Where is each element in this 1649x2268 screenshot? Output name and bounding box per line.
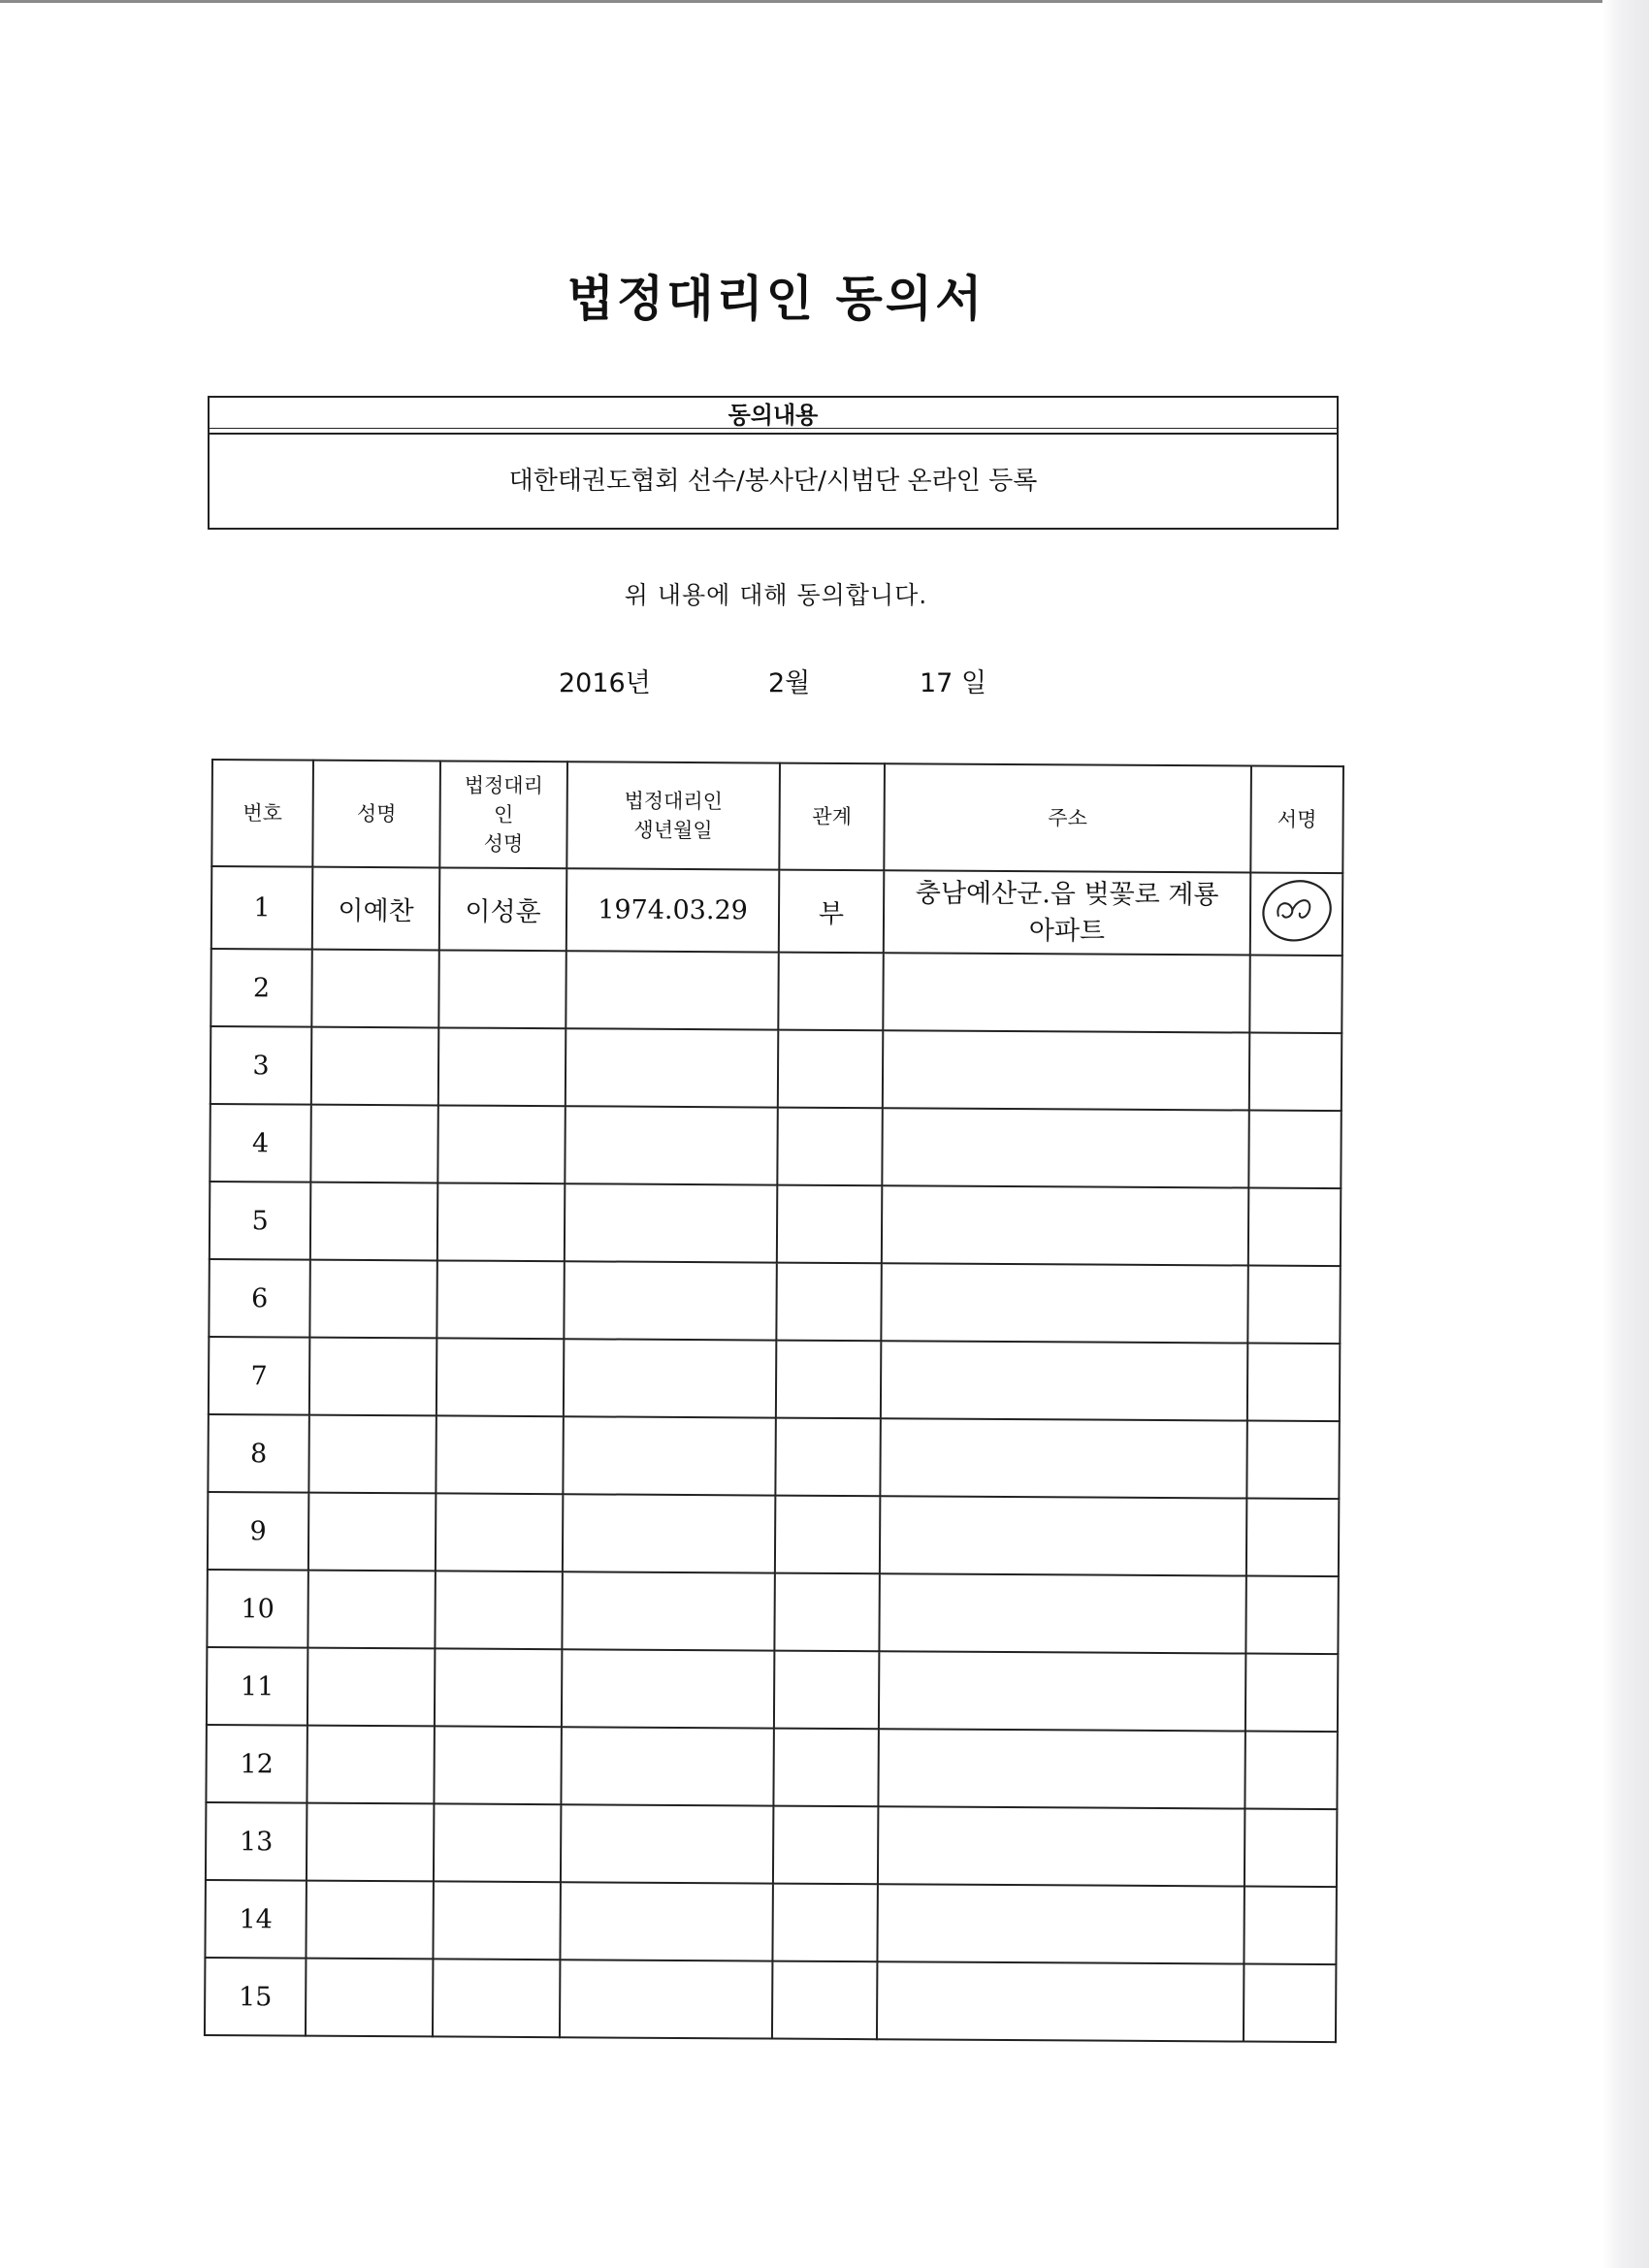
header-guardian-birth-line1: 법정대리인 — [624, 789, 724, 814]
row-address — [878, 1729, 1245, 1808]
row-name: 이예찬 — [312, 867, 440, 951]
row-guardian-birth — [565, 1183, 777, 1262]
consent-box — [208, 396, 1339, 530]
row-guardian-birth — [566, 1028, 778, 1107]
row-address — [880, 1418, 1246, 1498]
row-relation — [774, 1651, 879, 1730]
table-row — [209, 1259, 1340, 1344]
row-guardian-birth — [562, 1571, 774, 1650]
row-name — [306, 1881, 433, 1960]
row-address — [877, 1961, 1244, 2041]
row-relation — [775, 1418, 880, 1497]
row-signature — [1247, 1266, 1340, 1345]
header-address: 주소 — [884, 763, 1251, 872]
row-guardian-name — [433, 1959, 560, 2037]
row-signature — [1248, 1111, 1341, 1189]
row-name — [307, 1571, 435, 1649]
row-name — [308, 1493, 436, 1571]
row-no: 1 — [211, 866, 313, 950]
row-guardian-name — [437, 1105, 565, 1183]
row-no: 11 — [207, 1647, 307, 1726]
row-no: 5 — [210, 1182, 310, 1260]
table-row — [210, 1182, 1341, 1266]
row-address — [879, 1651, 1245, 1731]
row-guardian-birth — [566, 951, 778, 1029]
row-no: 14 — [205, 1880, 306, 1959]
row-relation — [772, 1961, 877, 2040]
row-address — [879, 1573, 1245, 1653]
header-name: 성명 — [312, 761, 440, 868]
row-no: 4 — [210, 1104, 310, 1183]
table-row — [208, 1492, 1339, 1576]
row-name — [307, 1726, 434, 1804]
handwritten-signature — [1254, 874, 1338, 949]
row-guardian-name: 이성훈 — [439, 867, 567, 951]
row-name — [307, 1648, 435, 1727]
table-row — [208, 1414, 1339, 1499]
header-guardian-name-line2: 인 — [493, 802, 514, 826]
row-address-line1: 충남예산군.읍 벚꽃로 계룡 — [915, 877, 1219, 910]
table-header-row — [211, 760, 1343, 873]
row-no: 9 — [208, 1492, 308, 1571]
row-name — [306, 1959, 433, 2037]
row-guardian-name — [434, 1803, 561, 1882]
header-signature: 서명 — [1250, 766, 1343, 874]
row-guardian-birth — [560, 1882, 772, 1960]
header-no: 번호 — [211, 760, 313, 867]
table-row — [211, 866, 1342, 956]
row-signature — [1245, 1809, 1337, 1888]
row-no: 7 — [209, 1337, 309, 1415]
row-guardian-birth — [564, 1261, 776, 1340]
date-month: 2월 — [768, 668, 811, 698]
row-relation — [773, 1729, 878, 1807]
table-row — [205, 1958, 1336, 2042]
row-signature — [1245, 1654, 1338, 1733]
row-guardian-name — [438, 1027, 566, 1106]
row-address — [881, 1341, 1247, 1420]
scan-top-edge — [0, 0, 1649, 3]
row-relation — [776, 1263, 881, 1342]
row-guardian-birth — [563, 1416, 775, 1495]
row-address — [880, 1496, 1246, 1575]
table-row — [205, 1880, 1336, 1964]
row-guardian-name — [436, 1338, 564, 1416]
row-relation — [774, 1573, 879, 1652]
row-address — [878, 1806, 1245, 1886]
row-signature — [1244, 1964, 1336, 2043]
consent-header: 동의내용 — [210, 398, 1337, 435]
row-address — [881, 1263, 1247, 1343]
row-signature — [1246, 1421, 1339, 1500]
row-guardian-name — [438, 950, 566, 1028]
header-relation: 관계 — [779, 763, 885, 871]
row-name — [309, 1338, 436, 1416]
row-no: 2 — [210, 949, 311, 1027]
row-guardian-birth — [563, 1494, 775, 1572]
table-row — [207, 1570, 1338, 1654]
row-address-line2: 아파트 — [1028, 915, 1106, 947]
row-guardian-name — [436, 1260, 564, 1339]
date-day: 17 일 — [920, 668, 987, 698]
consent-content: 대한태권도협회 선수/봉사단/시범단 온라인 등록 — [508, 467, 1038, 496]
row-guardian-birth — [562, 1649, 774, 1728]
row-guardian-birth — [560, 1960, 772, 2038]
row-no: 12 — [206, 1725, 307, 1803]
header-guardian-name-line1: 법정대리 — [464, 773, 543, 798]
header-guardian-birth — [566, 761, 780, 869]
row-signature — [1249, 956, 1342, 1034]
scan-right-edge — [1602, 0, 1649, 2268]
row-address — [877, 1884, 1244, 1963]
row-no: 3 — [210, 1026, 311, 1105]
row-signature — [1245, 1732, 1337, 1810]
row-signature — [1247, 1344, 1340, 1422]
table-row — [210, 949, 1342, 1033]
row-signature — [1248, 1188, 1341, 1267]
row-name — [310, 1183, 437, 1261]
agree-statement: 위 내용에 대해 동의합니다. — [624, 581, 928, 609]
row-guardian-name — [433, 1881, 560, 1960]
row-relation — [778, 1030, 883, 1109]
row-name — [310, 1105, 437, 1183]
row-name — [311, 950, 438, 1028]
row-name — [308, 1415, 436, 1494]
row-guardian-birth — [564, 1339, 776, 1417]
row-relation — [777, 1108, 882, 1186]
row-guardian-birth — [561, 1804, 773, 1883]
document-title: 법정대리인 동의서 — [566, 271, 986, 327]
row-no: 8 — [208, 1414, 308, 1493]
row-guardian-birth: 1974.03.29 — [566, 868, 780, 952]
row-signature — [1245, 1576, 1338, 1655]
row-name — [307, 1803, 434, 1882]
table-row — [210, 1104, 1341, 1188]
row-address — [883, 953, 1249, 1032]
row-no: 6 — [209, 1259, 309, 1338]
table-row — [207, 1647, 1338, 1732]
row-address — [882, 1108, 1248, 1187]
row-relation — [777, 1185, 882, 1264]
row-name — [311, 1027, 438, 1106]
row-guardian-birth — [561, 1727, 773, 1805]
row-signature — [1249, 1033, 1342, 1112]
row-relation — [773, 1806, 878, 1885]
row-signature — [1246, 1499, 1339, 1577]
row-signature — [1244, 1887, 1336, 1965]
table-row — [206, 1725, 1337, 1809]
header-guardian-birth-line2: 생년월일 — [633, 818, 713, 843]
date-year: 2016년 — [559, 668, 651, 698]
row-name — [309, 1260, 436, 1339]
registration-table — [204, 759, 1344, 2043]
table-row — [206, 1802, 1337, 1887]
row-relation — [778, 953, 883, 1031]
table-row — [210, 1026, 1342, 1111]
table-row — [209, 1337, 1340, 1421]
row-guardian-name — [435, 1648, 562, 1727]
row-relation — [772, 1884, 877, 1962]
header-guardian-name-line3: 성명 — [483, 831, 524, 856]
row-guardian-name — [436, 1415, 563, 1494]
row-signature — [1250, 873, 1343, 956]
row-address — [884, 870, 1251, 955]
row-guardian-name — [437, 1183, 565, 1261]
row-guardian-name — [436, 1493, 563, 1571]
row-guardian-name — [435, 1571, 562, 1649]
row-address — [882, 1185, 1248, 1265]
row-guardian-name — [434, 1726, 561, 1804]
row-relation — [775, 1496, 880, 1574]
row-no: 15 — [205, 1958, 306, 2036]
row-no: 10 — [207, 1570, 307, 1648]
row-guardian-birth — [565, 1106, 777, 1184]
row-relation: 부 — [779, 870, 885, 954]
header-guardian-name — [439, 761, 567, 868]
row-address — [883, 1030, 1249, 1110]
row-no: 13 — [206, 1802, 307, 1881]
row-relation — [776, 1341, 881, 1419]
